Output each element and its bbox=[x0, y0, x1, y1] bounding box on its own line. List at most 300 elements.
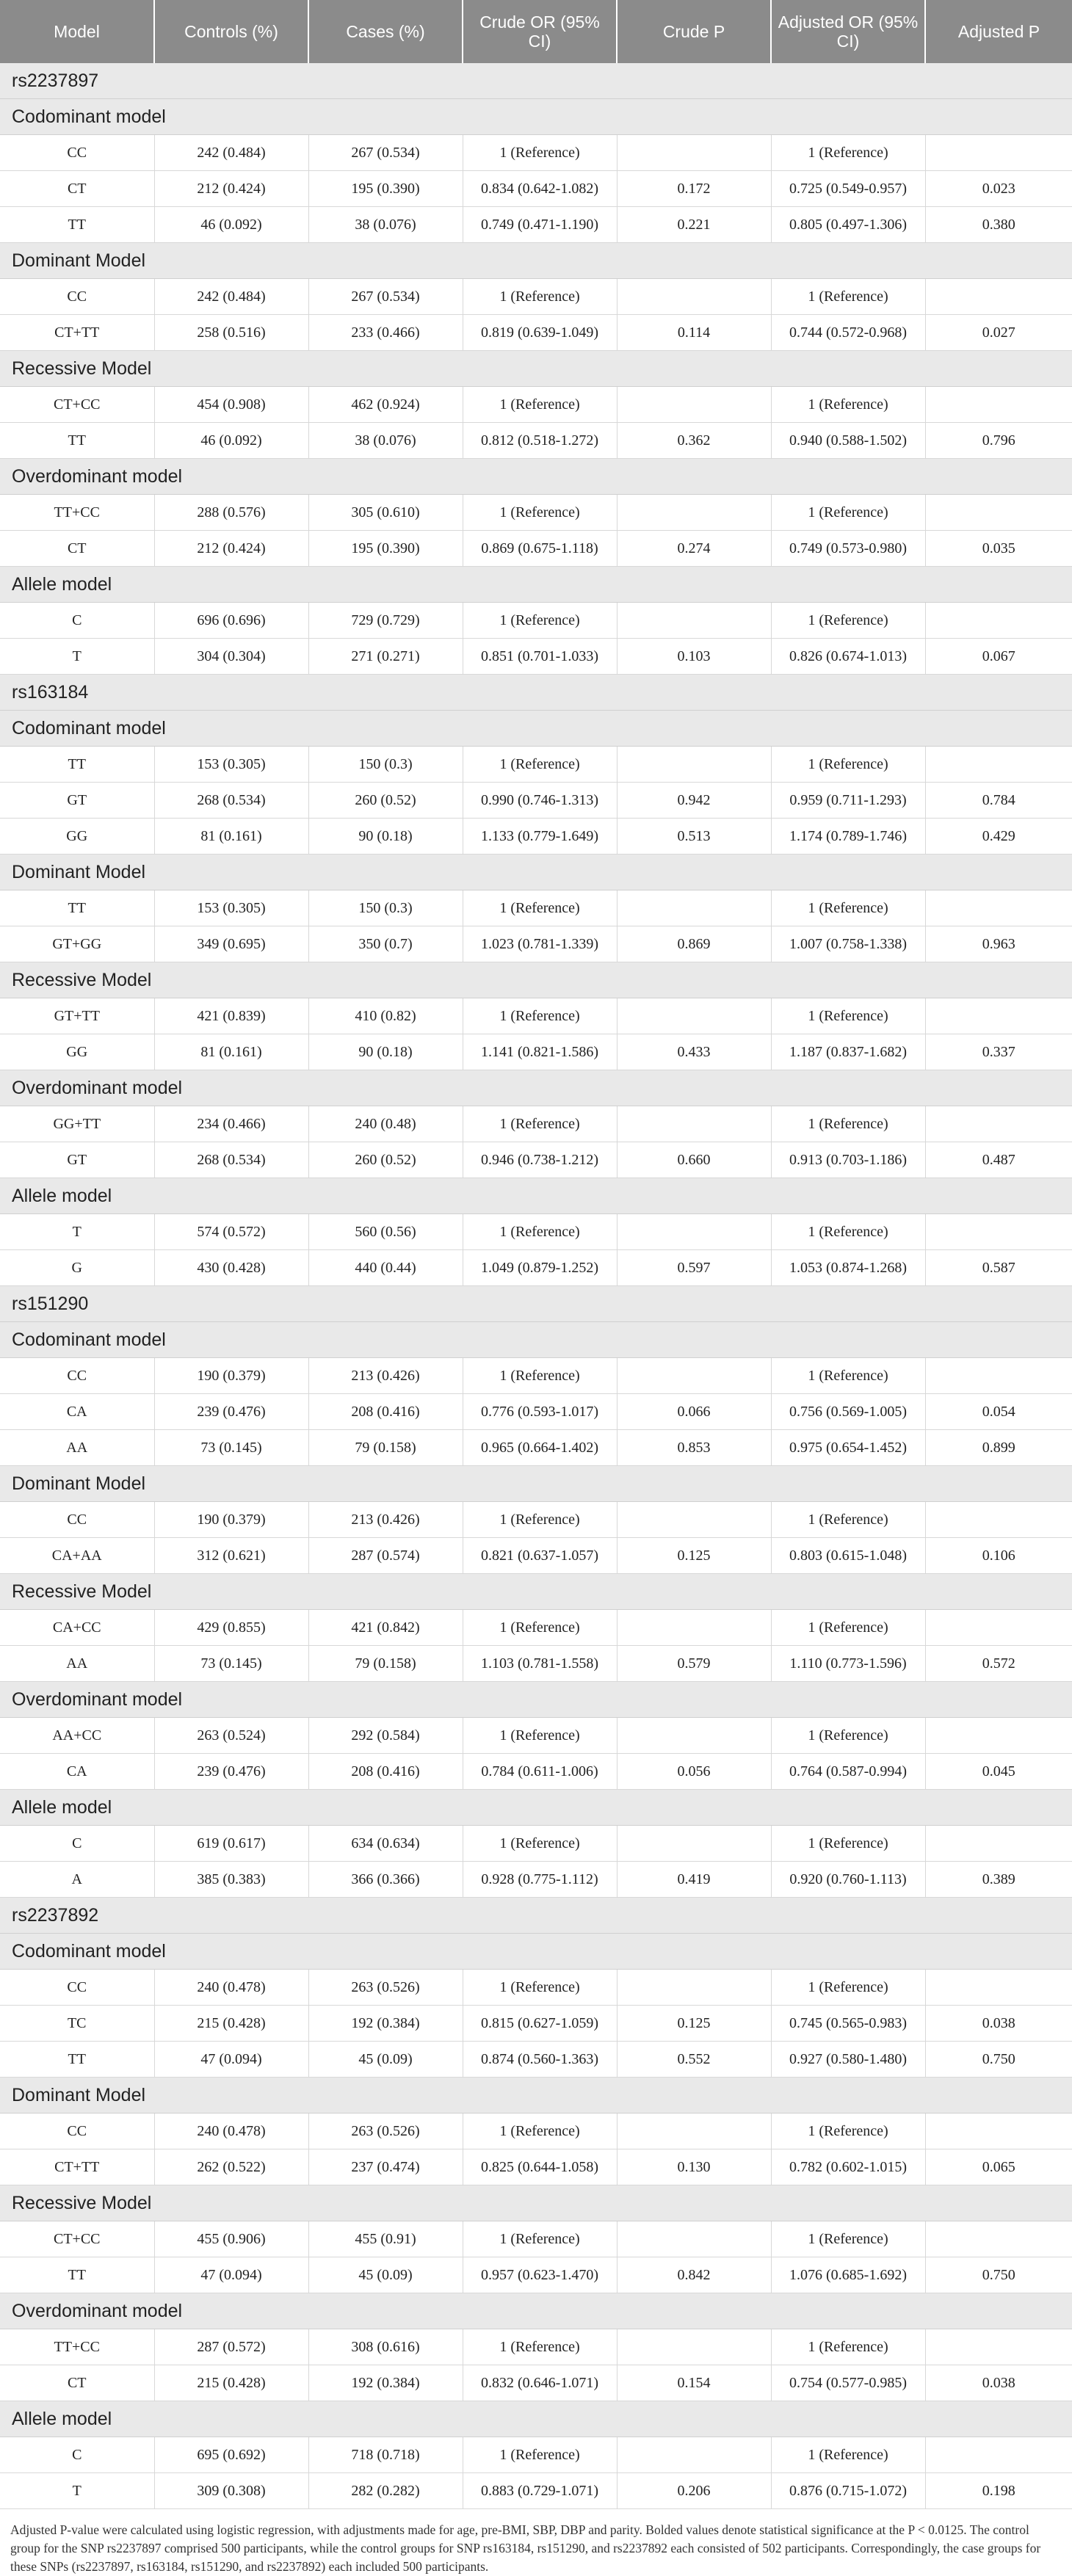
cell-crude-or: 0.883 (0.729-1.071) bbox=[463, 2473, 617, 2509]
cell-cases: 150 (0.3) bbox=[308, 890, 463, 926]
cell-adjusted-or: 1 (Reference) bbox=[771, 495, 925, 531]
cell-adjusted-p bbox=[925, 1358, 1072, 1394]
cell-controls: 73 (0.145) bbox=[154, 1430, 308, 1466]
cell-cases: 263 (0.526) bbox=[308, 1970, 463, 2006]
section-row bbox=[0, 1790, 1072, 1826]
cell-cases: 267 (0.534) bbox=[308, 279, 463, 315]
cell-cases: 45 (0.09) bbox=[308, 2042, 463, 2078]
cell-model: CC bbox=[0, 2114, 154, 2149]
cell-cases: 282 (0.282) bbox=[308, 2473, 463, 2509]
cell-model: CC bbox=[0, 279, 154, 315]
cell-cases: 213 (0.426) bbox=[308, 1358, 463, 1394]
cell-adjusted-or: 1 (Reference) bbox=[771, 2437, 925, 2473]
cell-adjusted-or: 1 (Reference) bbox=[771, 279, 925, 315]
cell-crude-p: 0.066 bbox=[617, 1394, 771, 1430]
cell-adjusted-or: 0.764 (0.587-0.994) bbox=[771, 1754, 925, 1790]
table-header-row bbox=[0, 0, 1072, 63]
cell-adjusted-or: 1 (Reference) bbox=[771, 2114, 925, 2149]
section-label: Allele model bbox=[0, 567, 1072, 603]
cell-adjusted-or: 0.749 (0.573-0.980) bbox=[771, 531, 925, 567]
section-label: Overdominant model bbox=[0, 2293, 1072, 2329]
table-row bbox=[0, 1538, 1072, 1574]
cell-crude-p: 0.942 bbox=[617, 783, 771, 819]
table-body bbox=[0, 63, 1072, 2509]
section-label: Recessive Model bbox=[0, 962, 1072, 998]
cell-crude-p: 0.853 bbox=[617, 1430, 771, 1466]
table-row bbox=[0, 1358, 1072, 1394]
cell-crude-p: 0.130 bbox=[617, 2149, 771, 2185]
cell-controls: 47 (0.094) bbox=[154, 2257, 308, 2293]
cell-model: G bbox=[0, 1250, 154, 1286]
table-row bbox=[0, 423, 1072, 459]
cell-controls: 240 (0.478) bbox=[154, 2114, 308, 2149]
cell-adjusted-or: 1 (Reference) bbox=[771, 1214, 925, 1250]
cell-adjusted-p: 0.023 bbox=[925, 171, 1072, 207]
cell-adjusted-or: 0.876 (0.715-1.072) bbox=[771, 2473, 925, 2509]
header-adjusted-p: Adjusted P bbox=[925, 0, 1072, 63]
cell-controls: 47 (0.094) bbox=[154, 2042, 308, 2078]
cell-model: TC bbox=[0, 2006, 154, 2042]
cell-adjusted-p bbox=[925, 2221, 1072, 2257]
table-row bbox=[0, 2006, 1072, 2042]
section-label: Recessive Model bbox=[0, 1574, 1072, 1610]
cell-cases: 560 (0.56) bbox=[308, 1214, 463, 1250]
cell-crude-p: 0.172 bbox=[617, 171, 771, 207]
cell-model: TT bbox=[0, 423, 154, 459]
cell-crude-or: 0.812 (0.518-1.272) bbox=[463, 423, 617, 459]
cell-controls: 268 (0.534) bbox=[154, 783, 308, 819]
table-row bbox=[0, 1862, 1072, 1898]
cell-controls: 309 (0.308) bbox=[154, 2473, 308, 2509]
section-row bbox=[0, 459, 1072, 495]
cell-cases: 192 (0.384) bbox=[308, 2006, 463, 2042]
header-model: Model bbox=[0, 0, 154, 63]
cell-model: GT bbox=[0, 1142, 154, 1178]
cell-crude-or: 0.874 (0.560-1.363) bbox=[463, 2042, 617, 2078]
cell-cases: 410 (0.82) bbox=[308, 998, 463, 1034]
cell-crude-p: 0.552 bbox=[617, 2042, 771, 2078]
cell-adjusted-p: 0.587 bbox=[925, 1250, 1072, 1286]
cell-crude-p bbox=[617, 1502, 771, 1538]
cell-adjusted-p bbox=[925, 1610, 1072, 1646]
cell-cases: 308 (0.616) bbox=[308, 2329, 463, 2365]
cell-cases: 79 (0.158) bbox=[308, 1646, 463, 1682]
section-row bbox=[0, 1682, 1072, 1718]
cell-crude-or: 1.023 (0.781-1.339) bbox=[463, 926, 617, 962]
cell-crude-p bbox=[617, 1610, 771, 1646]
table-row bbox=[0, 2221, 1072, 2257]
section-label: Dominant Model bbox=[0, 2078, 1072, 2114]
cell-controls: 263 (0.524) bbox=[154, 1718, 308, 1754]
cell-adjusted-p: 0.963 bbox=[925, 926, 1072, 962]
table-row bbox=[0, 387, 1072, 423]
cell-controls: 287 (0.572) bbox=[154, 2329, 308, 2365]
cell-adjusted-p: 0.750 bbox=[925, 2042, 1072, 2078]
cell-crude-or: 1.103 (0.781-1.558) bbox=[463, 1646, 617, 1682]
cell-controls: 262 (0.522) bbox=[154, 2149, 308, 2185]
section-row bbox=[0, 1574, 1072, 1610]
cell-crude-p bbox=[617, 890, 771, 926]
cell-crude-p bbox=[617, 747, 771, 783]
cell-cases: 90 (0.18) bbox=[308, 819, 463, 855]
cell-adjusted-or: 0.805 (0.497-1.306) bbox=[771, 207, 925, 243]
table-row bbox=[0, 1610, 1072, 1646]
cell-adjusted-or: 1 (Reference) bbox=[771, 890, 925, 926]
cell-controls: 268 (0.534) bbox=[154, 1142, 308, 1178]
cell-model: CC bbox=[0, 1358, 154, 1394]
section-row bbox=[0, 2078, 1072, 2114]
header-crude-or: Crude OR (95% CI) bbox=[463, 0, 617, 63]
cell-adjusted-or: 1 (Reference) bbox=[771, 1826, 925, 1862]
cell-model: TT bbox=[0, 890, 154, 926]
table-row bbox=[0, 279, 1072, 315]
cell-cases: 421 (0.842) bbox=[308, 1610, 463, 1646]
cell-controls: 304 (0.304) bbox=[154, 639, 308, 675]
cell-adjusted-p: 0.796 bbox=[925, 423, 1072, 459]
cell-controls: 153 (0.305) bbox=[154, 890, 308, 926]
cell-crude-or: 1 (Reference) bbox=[463, 1106, 617, 1142]
cell-crude-or: 0.946 (0.738-1.212) bbox=[463, 1142, 617, 1178]
cell-model: C bbox=[0, 1826, 154, 1862]
section-label: Codominant model bbox=[0, 99, 1072, 135]
section-label: Allele model bbox=[0, 1790, 1072, 1826]
cell-adjusted-or: 0.940 (0.588-1.502) bbox=[771, 423, 925, 459]
section-row bbox=[0, 855, 1072, 890]
cell-model: GG bbox=[0, 1034, 154, 1070]
table-row bbox=[0, 639, 1072, 675]
cell-adjusted-p: 0.784 bbox=[925, 783, 1072, 819]
cell-crude-p bbox=[617, 1718, 771, 1754]
cell-crude-or: 1 (Reference) bbox=[463, 1214, 617, 1250]
cell-controls: 190 (0.379) bbox=[154, 1502, 308, 1538]
table-row bbox=[0, 2042, 1072, 2078]
section-label: Codominant model bbox=[0, 711, 1072, 747]
cell-crude-or: 1 (Reference) bbox=[463, 2114, 617, 2149]
cell-adjusted-p bbox=[925, 998, 1072, 1034]
cell-adjusted-or: 1.187 (0.837-1.682) bbox=[771, 1034, 925, 1070]
cell-model: GG+TT bbox=[0, 1106, 154, 1142]
section-label: rs2237892 bbox=[0, 1898, 1072, 1934]
cell-cases: 729 (0.729) bbox=[308, 603, 463, 639]
table-row bbox=[0, 1394, 1072, 1430]
cell-adjusted-p bbox=[925, 387, 1072, 423]
cell-model: CT+TT bbox=[0, 2149, 154, 2185]
cell-model: AA bbox=[0, 1646, 154, 1682]
cell-controls: 242 (0.484) bbox=[154, 135, 308, 171]
cell-controls: 258 (0.516) bbox=[154, 315, 308, 351]
cell-adjusted-p: 0.899 bbox=[925, 1430, 1072, 1466]
cell-crude-p: 0.221 bbox=[617, 207, 771, 243]
cell-controls: 349 (0.695) bbox=[154, 926, 308, 962]
cell-crude-p bbox=[617, 2437, 771, 2473]
table-row bbox=[0, 998, 1072, 1034]
cell-adjusted-or: 1.076 (0.685-1.692) bbox=[771, 2257, 925, 2293]
cell-crude-or: 1.133 (0.779-1.649) bbox=[463, 819, 617, 855]
section-label: Dominant Model bbox=[0, 855, 1072, 890]
cell-controls: 212 (0.424) bbox=[154, 171, 308, 207]
cell-adjusted-or: 0.803 (0.615-1.048) bbox=[771, 1538, 925, 1574]
cell-crude-p: 0.362 bbox=[617, 423, 771, 459]
cell-crude-or: 1 (Reference) bbox=[463, 1502, 617, 1538]
cell-adjusted-or: 1 (Reference) bbox=[771, 1718, 925, 1754]
cell-adjusted-or: 0.913 (0.703-1.186) bbox=[771, 1142, 925, 1178]
cell-crude-or: 1 (Reference) bbox=[463, 1358, 617, 1394]
cell-adjusted-p: 0.337 bbox=[925, 1034, 1072, 1070]
cell-cases: 634 (0.634) bbox=[308, 1826, 463, 1862]
cell-crude-or: 1 (Reference) bbox=[463, 495, 617, 531]
cell-adjusted-p: 0.045 bbox=[925, 1754, 1072, 1790]
cell-controls: 695 (0.692) bbox=[154, 2437, 308, 2473]
cell-adjusted-or: 0.826 (0.674-1.013) bbox=[771, 639, 925, 675]
cell-controls: 242 (0.484) bbox=[154, 279, 308, 315]
cell-model: CT bbox=[0, 2365, 154, 2401]
cell-crude-or: 0.928 (0.775-1.112) bbox=[463, 1862, 617, 1898]
cell-model: CT+CC bbox=[0, 2221, 154, 2257]
cell-adjusted-p: 0.198 bbox=[925, 2473, 1072, 2509]
cell-adjusted-or: 1 (Reference) bbox=[771, 1106, 925, 1142]
cell-adjusted-or: 0.756 (0.569-1.005) bbox=[771, 1394, 925, 1430]
cell-crude-p bbox=[617, 495, 771, 531]
table-row bbox=[0, 2114, 1072, 2149]
section-label: Dominant Model bbox=[0, 243, 1072, 279]
cell-controls: 212 (0.424) bbox=[154, 531, 308, 567]
cell-adjusted-or: 1 (Reference) bbox=[771, 387, 925, 423]
cell-controls: 696 (0.696) bbox=[154, 603, 308, 639]
cell-adjusted-p bbox=[925, 1970, 1072, 2006]
table-row bbox=[0, 2149, 1072, 2185]
cell-model: T bbox=[0, 2473, 154, 2509]
cell-cases: 38 (0.076) bbox=[308, 423, 463, 459]
cell-adjusted-or: 0.975 (0.654-1.452) bbox=[771, 1430, 925, 1466]
cell-crude-p: 0.660 bbox=[617, 1142, 771, 1178]
cell-controls: 430 (0.428) bbox=[154, 1250, 308, 1286]
cell-adjusted-or: 1.053 (0.874-1.268) bbox=[771, 1250, 925, 1286]
cell-model: TT bbox=[0, 747, 154, 783]
section-row bbox=[0, 99, 1072, 135]
cell-controls: 455 (0.906) bbox=[154, 2221, 308, 2257]
cell-crude-p: 0.274 bbox=[617, 531, 771, 567]
cell-model: CC bbox=[0, 135, 154, 171]
cell-adjusted-p: 0.027 bbox=[925, 315, 1072, 351]
cell-cases: 366 (0.366) bbox=[308, 1862, 463, 1898]
cell-crude-or: 1 (Reference) bbox=[463, 747, 617, 783]
cell-cases: 150 (0.3) bbox=[308, 747, 463, 783]
section-label: Codominant model bbox=[0, 1322, 1072, 1358]
cell-adjusted-or: 0.754 (0.577-0.985) bbox=[771, 2365, 925, 2401]
cell-adjusted-p bbox=[925, 2329, 1072, 2365]
cell-crude-or: 0.815 (0.627-1.059) bbox=[463, 2006, 617, 2042]
section-row bbox=[0, 351, 1072, 387]
section-row bbox=[0, 2293, 1072, 2329]
cell-crude-p: 0.125 bbox=[617, 2006, 771, 2042]
cell-model: C bbox=[0, 603, 154, 639]
cell-crude-p: 0.206 bbox=[617, 2473, 771, 2509]
header-adjusted-or: Adjusted OR (95% CI) bbox=[771, 0, 925, 63]
cell-crude-p: 0.597 bbox=[617, 1250, 771, 1286]
cell-controls: 215 (0.428) bbox=[154, 2365, 308, 2401]
section-row bbox=[0, 711, 1072, 747]
cell-controls: 81 (0.161) bbox=[154, 1034, 308, 1070]
cell-adjusted-p bbox=[925, 2114, 1072, 2149]
cell-crude-or: 0.851 (0.701-1.033) bbox=[463, 639, 617, 675]
section-row bbox=[0, 1934, 1072, 1970]
section-row bbox=[0, 962, 1072, 998]
header-cases: Cases (%) bbox=[308, 0, 463, 63]
cell-cases: 260 (0.52) bbox=[308, 783, 463, 819]
cell-crude-p bbox=[617, 1826, 771, 1862]
cell-cases: 718 (0.718) bbox=[308, 2437, 463, 2473]
section-row bbox=[0, 567, 1072, 603]
cell-controls: 153 (0.305) bbox=[154, 747, 308, 783]
table-row bbox=[0, 603, 1072, 639]
cell-model: CA+AA bbox=[0, 1538, 154, 1574]
cell-crude-or: 1 (Reference) bbox=[463, 1970, 617, 2006]
cell-model: T bbox=[0, 639, 154, 675]
cell-adjusted-p: 0.429 bbox=[925, 819, 1072, 855]
table-row bbox=[0, 1142, 1072, 1178]
cell-cases: 263 (0.526) bbox=[308, 2114, 463, 2149]
cell-crude-or: 1 (Reference) bbox=[463, 135, 617, 171]
section-row bbox=[0, 1286, 1072, 1322]
section-row bbox=[0, 243, 1072, 279]
cell-model: AA bbox=[0, 1430, 154, 1466]
cell-crude-or: 0.990 (0.746-1.313) bbox=[463, 783, 617, 819]
cell-crude-or: 1.049 (0.879-1.252) bbox=[463, 1250, 617, 1286]
section-row bbox=[0, 2401, 1072, 2437]
cell-crude-p bbox=[617, 1106, 771, 1142]
table-row bbox=[0, 747, 1072, 783]
section-label: Allele model bbox=[0, 1178, 1072, 1214]
cell-crude-or: 0.821 (0.637-1.057) bbox=[463, 1538, 617, 1574]
cell-crude-p bbox=[617, 2329, 771, 2365]
cell-adjusted-p bbox=[925, 1106, 1072, 1142]
table-footnote: Adjusted P-value were calculated using logistic regression, with adjustments made for age, pre-BMI, SBP, DBP and parity. Bolded values denote statistical significance at the P < 0.0125. The control group for the SNP rs2237897 comprised 500 participants, while the control groups for SNP rs163184, rs151290, and rs2237892 each consisted of 502 participants. Correspondingly, the case groups for these SNPs (rs2237897, rs163184, rs151290, and rs2237892) each included 500 participants. bbox=[10, 2522, 1041, 2574]
cell-crude-or: 0.784 (0.611-1.006) bbox=[463, 1754, 617, 1790]
cell-crude-p bbox=[617, 387, 771, 423]
cell-cases: 260 (0.52) bbox=[308, 1142, 463, 1178]
cell-cases: 271 (0.271) bbox=[308, 639, 463, 675]
cell-cases: 305 (0.610) bbox=[308, 495, 463, 531]
cell-model: CA bbox=[0, 1754, 154, 1790]
cell-cases: 38 (0.076) bbox=[308, 207, 463, 243]
table-row bbox=[0, 926, 1072, 962]
cell-cases: 233 (0.466) bbox=[308, 315, 463, 351]
cell-crude-p bbox=[617, 2114, 771, 2149]
cell-controls: 46 (0.092) bbox=[154, 423, 308, 459]
cell-adjusted-p bbox=[925, 1502, 1072, 1538]
section-row bbox=[0, 675, 1072, 711]
cell-adjusted-p bbox=[925, 747, 1072, 783]
cell-controls: 454 (0.908) bbox=[154, 387, 308, 423]
cell-model: GT+TT bbox=[0, 998, 154, 1034]
section-row bbox=[0, 2185, 1072, 2221]
cell-crude-or: 1 (Reference) bbox=[463, 1610, 617, 1646]
cell-cases: 213 (0.426) bbox=[308, 1502, 463, 1538]
cell-adjusted-p bbox=[925, 1718, 1072, 1754]
cell-crude-or: 1 (Reference) bbox=[463, 2329, 617, 2365]
cell-model: CT bbox=[0, 171, 154, 207]
cell-controls: 81 (0.161) bbox=[154, 819, 308, 855]
table-row bbox=[0, 2257, 1072, 2293]
cell-model: GT bbox=[0, 783, 154, 819]
cell-adjusted-p: 0.106 bbox=[925, 1538, 1072, 1574]
cell-crude-or: 0.832 (0.646-1.071) bbox=[463, 2365, 617, 2401]
cell-crude-or: 1 (Reference) bbox=[463, 279, 617, 315]
section-label: Recessive Model bbox=[0, 351, 1072, 387]
cell-adjusted-or: 0.744 (0.572-0.968) bbox=[771, 315, 925, 351]
cell-controls: 73 (0.145) bbox=[154, 1646, 308, 1682]
section-label: Allele model bbox=[0, 2401, 1072, 2437]
section-label: Dominant Model bbox=[0, 1466, 1072, 1502]
cell-cases: 350 (0.7) bbox=[308, 926, 463, 962]
section-row bbox=[0, 63, 1072, 99]
cell-adjusted-p: 0.065 bbox=[925, 2149, 1072, 2185]
cell-adjusted-or: 1 (Reference) bbox=[771, 2221, 925, 2257]
cell-adjusted-p bbox=[925, 603, 1072, 639]
table-row bbox=[0, 1826, 1072, 1862]
cell-crude-p: 0.842 bbox=[617, 2257, 771, 2293]
cell-crude-p bbox=[617, 603, 771, 639]
cell-adjusted-or: 0.782 (0.602-1.015) bbox=[771, 2149, 925, 2185]
table-row bbox=[0, 2365, 1072, 2401]
cell-crude-or: 0.749 (0.471-1.190) bbox=[463, 207, 617, 243]
cell-model: CT bbox=[0, 531, 154, 567]
cell-crude-p bbox=[617, 2221, 771, 2257]
cell-crude-or: 1 (Reference) bbox=[463, 2437, 617, 2473]
cell-controls: 46 (0.092) bbox=[154, 207, 308, 243]
table-row bbox=[0, 1646, 1072, 1682]
cell-adjusted-p bbox=[925, 1214, 1072, 1250]
cell-cases: 462 (0.924) bbox=[308, 387, 463, 423]
cell-model: CA bbox=[0, 1394, 154, 1430]
section-label: Codominant model bbox=[0, 1934, 1072, 1970]
cell-controls: 240 (0.478) bbox=[154, 1970, 308, 2006]
table-row bbox=[0, 1250, 1072, 1286]
section-row bbox=[0, 1322, 1072, 1358]
cell-crude-or: 1 (Reference) bbox=[463, 387, 617, 423]
cell-cases: 90 (0.18) bbox=[308, 1034, 463, 1070]
cell-adjusted-or: 1 (Reference) bbox=[771, 2329, 925, 2365]
section-label: rs163184 bbox=[0, 675, 1072, 711]
cell-adjusted-p: 0.038 bbox=[925, 2006, 1072, 2042]
cell-controls: 234 (0.466) bbox=[154, 1106, 308, 1142]
cell-cases: 195 (0.390) bbox=[308, 531, 463, 567]
table-row bbox=[0, 135, 1072, 171]
cell-model: TT bbox=[0, 207, 154, 243]
section-label: rs2237897 bbox=[0, 63, 1072, 99]
cell-model: TT+CC bbox=[0, 2329, 154, 2365]
cell-controls: 215 (0.428) bbox=[154, 2006, 308, 2042]
cell-crude-p: 0.433 bbox=[617, 1034, 771, 1070]
section-label: rs151290 bbox=[0, 1286, 1072, 1322]
cell-adjusted-or: 1.174 (0.789-1.746) bbox=[771, 819, 925, 855]
cell-model: CC bbox=[0, 1502, 154, 1538]
cell-controls: 619 (0.617) bbox=[154, 1826, 308, 1862]
cell-adjusted-p: 0.389 bbox=[925, 1862, 1072, 1898]
table-row bbox=[0, 2437, 1072, 2473]
cell-model: AA+CC bbox=[0, 1718, 154, 1754]
cell-crude-p bbox=[617, 1214, 771, 1250]
table-row bbox=[0, 2329, 1072, 2365]
cell-adjusted-p bbox=[925, 495, 1072, 531]
header-controls: Controls (%) bbox=[154, 0, 308, 63]
cell-model: TT bbox=[0, 2257, 154, 2293]
cell-crude-or: 0.965 (0.664-1.402) bbox=[463, 1430, 617, 1466]
cell-crude-or: 1 (Reference) bbox=[463, 603, 617, 639]
cell-crude-p bbox=[617, 135, 771, 171]
cell-adjusted-or: 1 (Reference) bbox=[771, 1610, 925, 1646]
cell-adjusted-or: 0.959 (0.711-1.293) bbox=[771, 783, 925, 819]
